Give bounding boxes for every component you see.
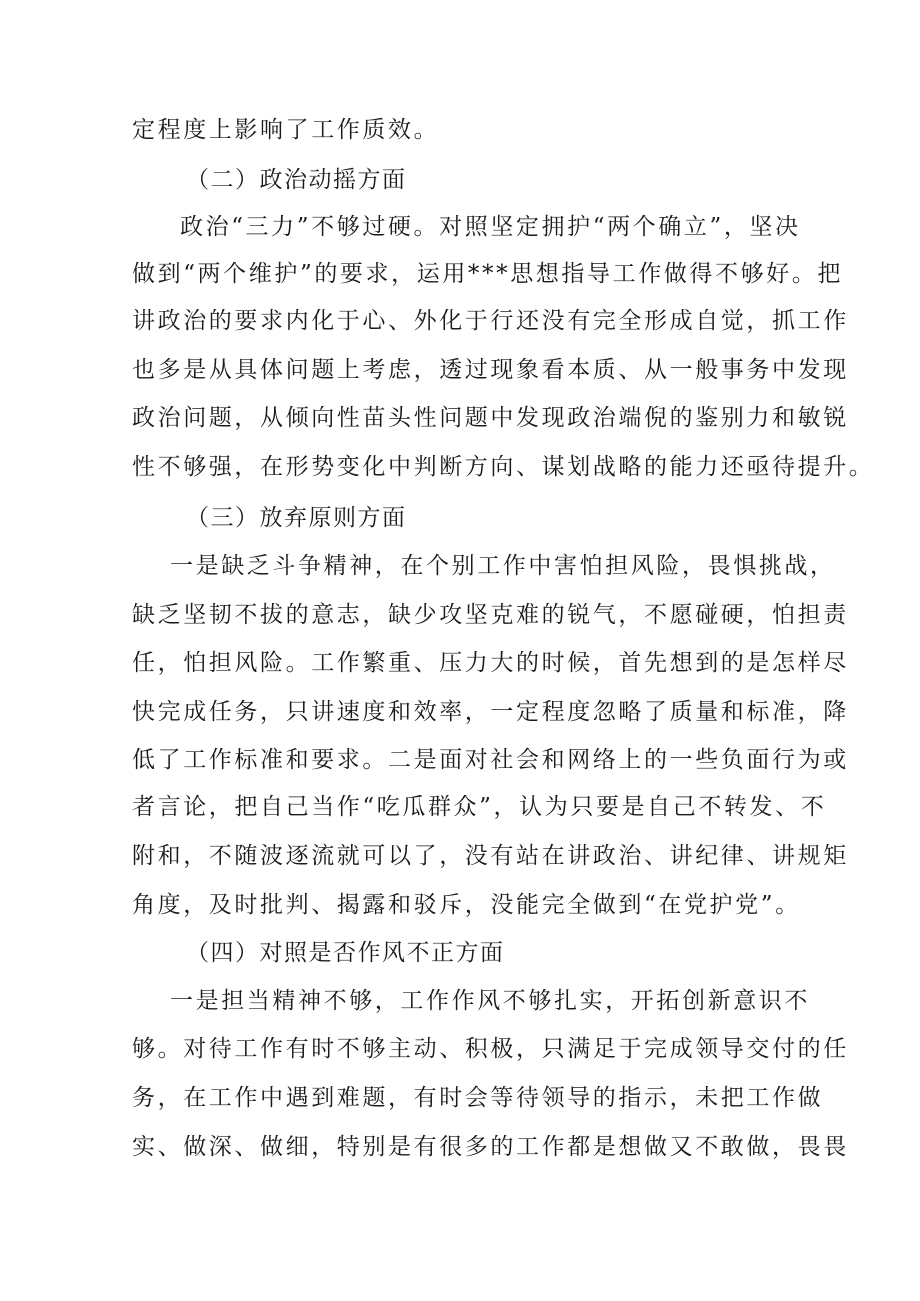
paragraph-line: 性不够强，在形势变化中判断方向、谋划战略的能力还亟待提升。 xyxy=(132,454,875,480)
section-heading: （三）放弃原则方面 xyxy=(186,505,407,531)
paragraph-line: 讲政治的要求内化于心、外化于行还没有完全形成自觉，抓工作 xyxy=(132,308,849,334)
paragraph-line: 也多是从具体问题上考虑，透过现象看本质、从一般事务中发现 xyxy=(132,357,849,383)
paragraph-line: 一是担当精神不够，工作作风不够扎实，开拓创新意识不 xyxy=(170,988,810,1014)
paragraph-line: 政治问题，从倾向性苗头性问题中发现政治端倪的鉴别力和敏锐 xyxy=(132,405,849,431)
paragraph-line: 一是缺乏斗争精神，在个别工作中害怕担风险，畏惧挑战， xyxy=(170,553,836,579)
paragraph-line: 者言论，把自己当作“吃瓜群众”，认为只要是自己不转发、不 xyxy=(132,794,827,820)
paragraph-line: 实、做深、做细，特别是有很多的工作都是想做又不敢做，畏畏 xyxy=(132,1134,849,1160)
paragraph-line: 任，怕担风险。工作繁重、压力大的时候，首先想到的是怎样尽 xyxy=(132,650,849,676)
section-heading: （四）对照是否作风不正方面 xyxy=(186,940,505,966)
paragraph-line: 低了工作标准和要求。二是面对社会和网络上的一些负面行为或 xyxy=(132,747,849,773)
paragraph-line: 做到“两个维护”的要求，运用***思想指导工作做得不够好。把 xyxy=(132,261,844,287)
paragraph-line: 够。对待工作有时不够主动、积极，只满足于完成领导交付的任 xyxy=(132,1036,849,1062)
section-heading: （二）政治动摇方面 xyxy=(186,167,407,193)
paragraph-line: 附和，不随波逐流就可以了，没有站在讲政治、讲纪律、讲规矩 xyxy=(132,843,849,869)
paragraph-line: 务，在工作中遇到难题，有时会等待领导的指示，未把工作做 xyxy=(132,1085,824,1111)
paragraph-line: 定程度上影响了工作质效。 xyxy=(132,117,440,143)
paragraph-line: 角度，及时批判、揭露和驳斥，没能完全做到“在党护党”。 xyxy=(132,892,801,918)
paragraph-line: 快完成任务，只讲速度和效率，一定程度忽略了质量和标准，降 xyxy=(132,699,849,725)
paragraph-line: 缺乏坚韧不拔的意志，缺少攻坚克难的锐气，不愿碰硬，怕担责 xyxy=(132,602,849,628)
paragraph-line: 政治“三力”不够过硬。对照坚定拥护“两个确立”，坚决 xyxy=(180,214,801,240)
